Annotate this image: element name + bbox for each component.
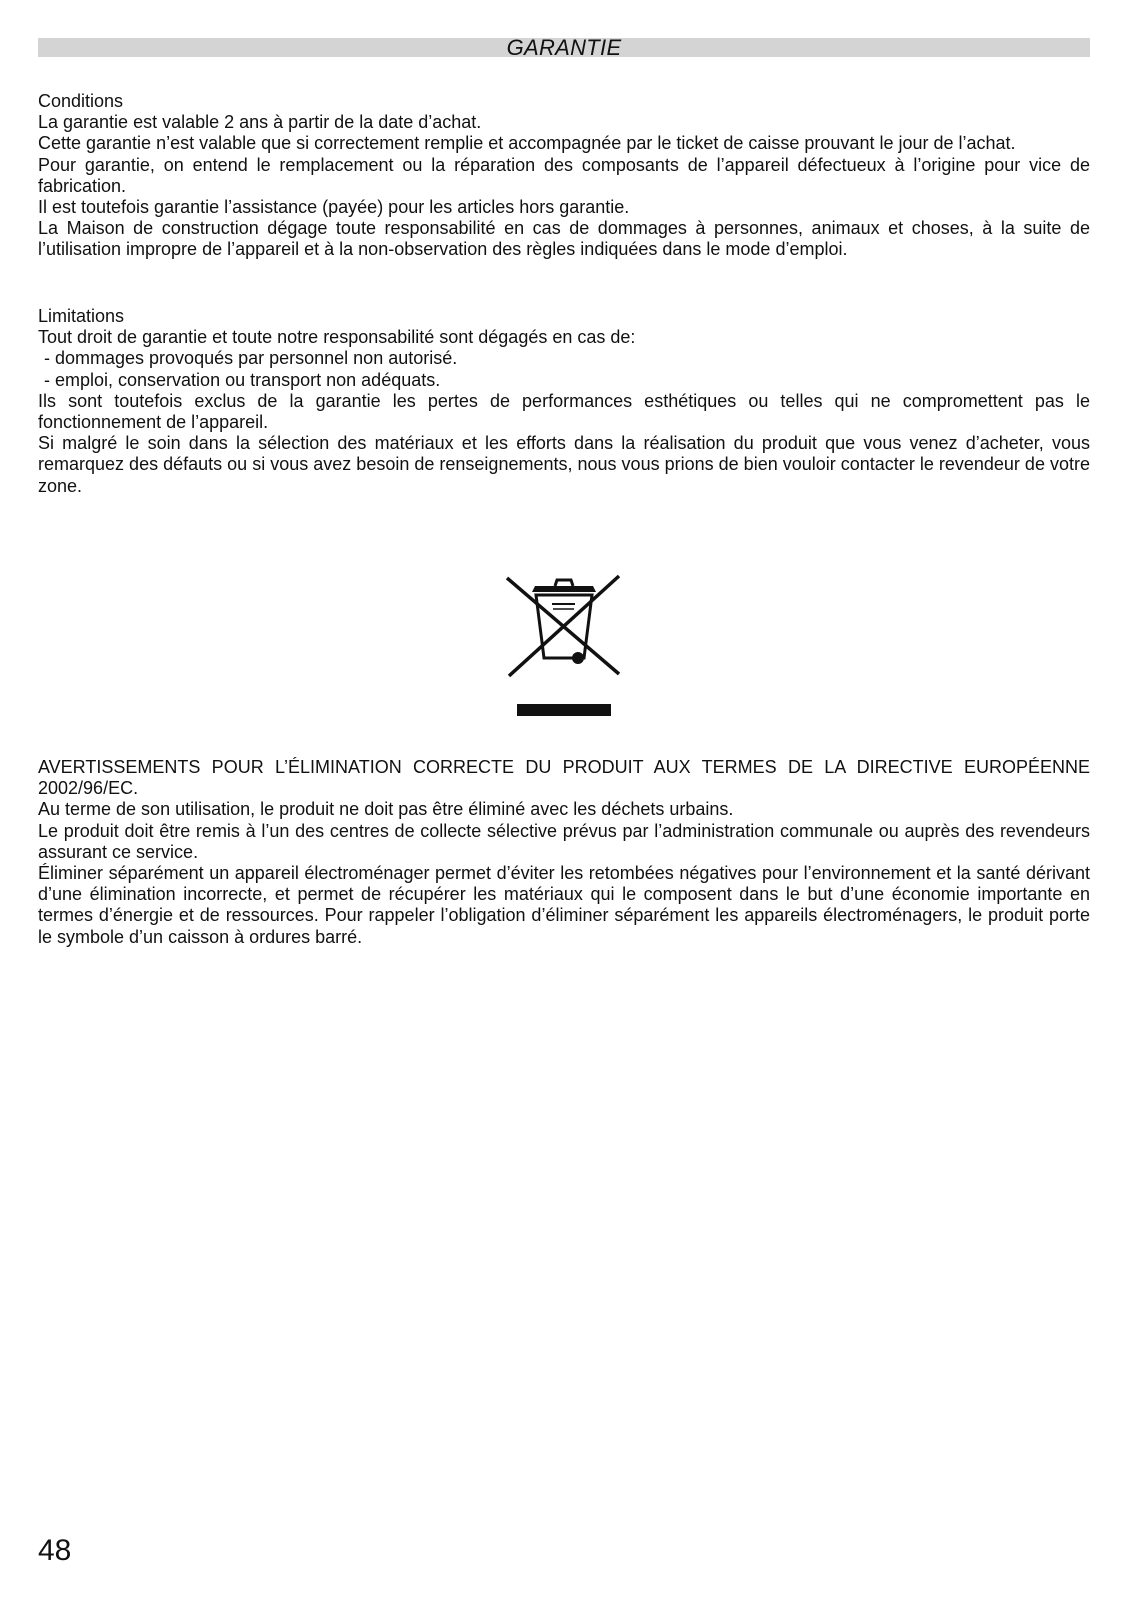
limitations-paragraph: Ils sont toutefois exclus de la garantie les pertes de performances esthétiques ou telles qui ne compromettent pas le fonctionnement de l’appareil. (38, 390, 1090, 433)
conditions-paragraph: Pour garantie, on entend le remplacement ou la réparation des composants de l’appareil défectueux à l’origine pour vice de fabrication. (38, 154, 1090, 196)
limitations-heading: Limitations (38, 306, 125, 326)
disposal-paragraph: Le produit doit être remis à l’un des centres de collecte sélective prévus par l’administration communale ou auprès des revendeurs assurant ce service. (38, 820, 1090, 862)
limitations-list-item: - emploi, conservation ou transport non adéquats. (44, 369, 441, 390)
disposal-paragraph: Éliminer séparément un appareil électroménager permet d’éviter les retombées négatives pour l’environnement et la santé dérivant d’une élimination incorrecte, et permet de récupérer les matériaux qui le composent dans le but d’une économie importante en termes d’énergie et de ressources. Pour rappeler l’obligation d’éliminer séparément les appareils électroménagers, le produit porte le symbole d’un caisson à ordures barré. (38, 863, 1090, 947)
limitations-intro: Tout droit de garantie et toute notre responsabilité sont dégagés en cas de: (38, 327, 636, 348)
page-number: 48 (38, 1534, 72, 1567)
crossed-out-wheelie-bin-icon (505, 574, 623, 724)
page-title: GARANTIE (506, 35, 622, 60)
conditions-paragraph: La garantie est valable 2 ans à partir de la date d’achat. (38, 112, 482, 133)
limitations-section (38, 306, 1090, 497)
conditions-section (38, 91, 1090, 261)
conditions-paragraph: La Maison de construction dégage toute responsabilité en cas de dommages à personnes, animaux et choses, à la suite de l’utilisation impropre de l’appareil et à la non-observation des règles indiquées dans le mode d’emploi. (38, 218, 1090, 260)
disposal-paragraph: Au terme de son utilisation, le produit ne doit pas être éliminé avec les déchets urbains. (38, 799, 734, 820)
limitations-paragraph: Si malgré le soin dans la sélection des matériaux et les efforts dans la réalisation du produit que vous venez d’acheter, vous remarquez des défauts ou si vous avez besoin de renseignements, nous vous prions de bien vouloir contacter le revendeur de votre zone. (38, 433, 1090, 496)
limitations-list-item: - dommages provoqués par personnel non autorisé. (44, 348, 458, 369)
conditions-paragraph: Il est toutefois garantie l’assistance (payée) pour les articles hors garantie. (38, 197, 630, 218)
disposal-heading: AVERTISSEMENTS POUR L’ÉLIMINATION CORRECTE DU PRODUIT AUX TERMES DE LA DIRECTIVE EUROPÉENNE 2002/96/EC. (38, 757, 1090, 799)
conditions-paragraph: Cette garantie n’est valable que si correctement remplie et accompagnée par le ticket de caisse prouvant le jour de l’achat. (38, 133, 1016, 154)
conditions-heading: Conditions (38, 91, 124, 111)
disposal-section (38, 757, 1090, 948)
